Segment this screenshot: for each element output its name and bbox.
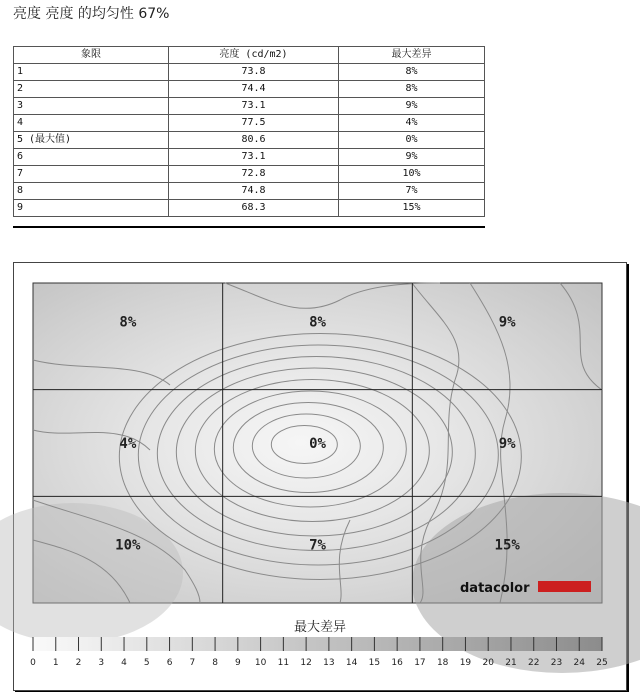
legend-tick-label: 21 [505, 658, 517, 668]
cell-luminance: 74.4 [169, 81, 339, 98]
legend-tick-label: 9 [234, 658, 241, 668]
cell-luminance: 77.5 [169, 115, 339, 132]
cell-quadrant: 1 [14, 64, 169, 81]
header-quadrant: 象限 [14, 47, 169, 64]
legend-title: 最大差异 [293, 620, 346, 635]
cell-luminance: 80.6 [169, 132, 339, 149]
cell-value-label: 15% [494, 537, 520, 554]
cell-value-label: 0% [309, 436, 326, 452]
cell-quadrant: 7 [14, 166, 169, 183]
legend-tick-label: 1 [52, 658, 59, 668]
legend-tick-label: 3 [98, 658, 105, 668]
legend-tick-label: 5 [143, 658, 150, 668]
cell-value-label: 4% [119, 436, 137, 452]
page-title: 亮度 亮度 的均匀性 67% [13, 6, 170, 22]
cell-max-diff: 9% [339, 98, 485, 115]
cell-max-diff: 10% [339, 166, 485, 183]
legend-tick-label: 6 [166, 658, 173, 668]
legend-tick-label: 0 [30, 658, 36, 668]
legend-tick-label: 8 [212, 658, 218, 668]
cell-luminance: 73.1 [169, 149, 339, 166]
cell-max-diff: 9% [339, 149, 485, 166]
legend-tick-label: 23 [550, 658, 563, 668]
cell-quadrant: 4 [14, 115, 169, 132]
legend-tick-label: 15 [368, 658, 381, 668]
cell-max-diff: 8% [339, 81, 485, 98]
legend-tick-label: 7 [189, 658, 196, 668]
cell-max-diff: 0% [339, 132, 485, 149]
datacolor-logo: datacolor [460, 581, 530, 596]
legend-tick-label: 17 [414, 658, 426, 668]
legend-tick-label: 18 [436, 658, 449, 668]
legend-tick-label: 25 [596, 658, 608, 668]
header-max-diff: 最大差异 [339, 47, 485, 64]
datacolor-logo-bar [538, 581, 591, 592]
cell-luminance: 73.8 [169, 64, 339, 81]
legend-tick-label: 19 [459, 658, 472, 668]
legend-color-bar [33, 637, 602, 651]
cell-max-diff: 7% [339, 183, 485, 200]
cell-quadrant: 6 [14, 149, 169, 166]
legend-tick-label: 22 [527, 658, 540, 668]
cell-quadrant: 8 [14, 183, 169, 200]
cell-max-diff: 15% [339, 200, 485, 217]
legend-tick-label: 2 [75, 658, 82, 668]
cell-value-label: 7% [309, 537, 326, 554]
legend-tick-label: 10 [254, 658, 267, 668]
legend-tick-label: 14 [345, 658, 358, 668]
legend-tick-label: 12 [300, 658, 312, 668]
legend-tick-label: 11 [277, 658, 290, 668]
cell-value-label: 9% [498, 436, 516, 452]
legend-tick-label: 24 [573, 658, 585, 668]
cell-value-label: 8% [309, 314, 326, 331]
legend-tick-label: 13 [323, 658, 335, 668]
cell-max-diff: 4% [339, 115, 485, 132]
cell-quadrant: 2 [14, 81, 169, 98]
cell-quadrant: 9 [14, 200, 169, 217]
cell-value-label: 9% [498, 314, 516, 331]
cell-quadrant: 5 (最大值) [14, 132, 169, 149]
cell-quadrant: 3 [14, 98, 169, 115]
legend-tick-label: 4 [121, 658, 127, 668]
legend-tick-label: 20 [482, 658, 494, 668]
cell-value-label: 8% [119, 314, 137, 331]
legend-tick-label: 16 [391, 658, 403, 668]
cell-luminance: 74.8 [169, 183, 339, 200]
cell-luminance: 68.3 [169, 200, 339, 217]
cell-luminance: 72.8 [169, 166, 339, 183]
cell-luminance: 73.1 [169, 98, 339, 115]
header-luminance: 亮度 (cd/m2) [169, 47, 339, 64]
cell-max-diff: 8% [339, 64, 485, 81]
cell-value-label: 10% [115, 537, 141, 554]
